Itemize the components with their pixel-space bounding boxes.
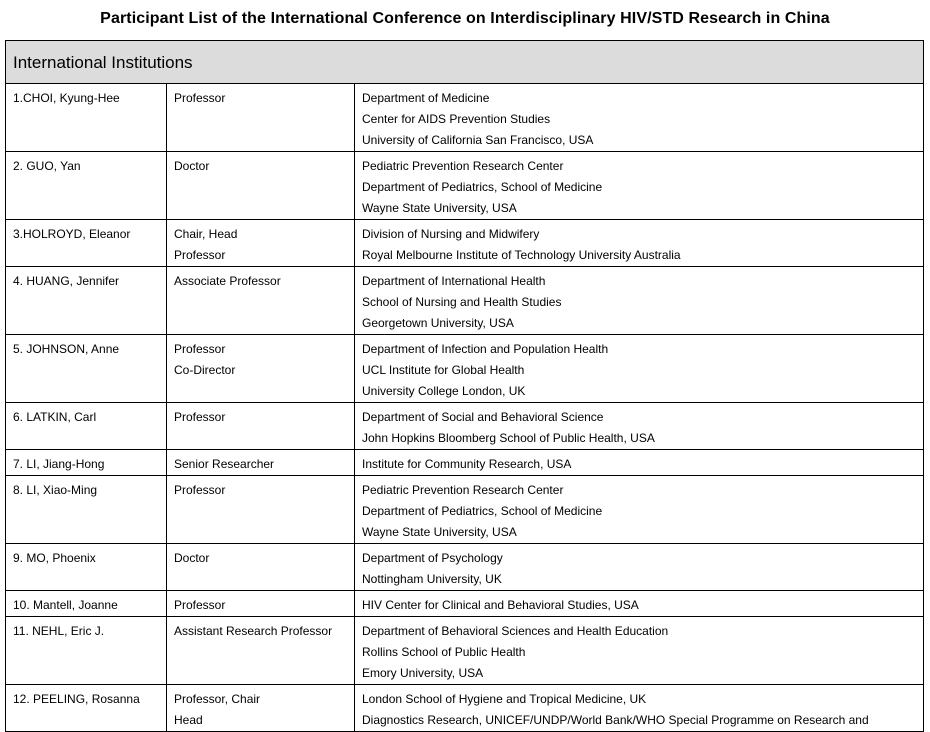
participant-title-cell	[167, 152, 355, 220]
participant-affiliation: London School of Hygiene and Tropical Medicine, UK	[362, 692, 647, 706]
participant-title: Professor	[174, 483, 226, 497]
participant-affiliation: HIV Center for Clinical and Behavioral Studies, USA	[362, 598, 639, 612]
participant-title-cell	[167, 617, 355, 685]
participant-title-cell	[167, 591, 355, 617]
participant-name: 9. MO, Phoenix	[13, 551, 96, 565]
participant-name-cell	[6, 267, 167, 335]
participant-affiliation: Department of Social and Behavioral Science	[362, 410, 604, 424]
participant-affiliation-cell	[355, 220, 924, 267]
participant-affiliation-cell	[355, 403, 924, 450]
participant-affiliation: Center for AIDS Prevention Studies	[362, 112, 551, 126]
participant-name-cell	[6, 591, 167, 617]
participant-affiliation: Department of Pediatrics, School of Medicine	[362, 180, 603, 194]
participant-affiliation: Diagnostics Research, UNICEF/UNDP/World Bank/WHO Special Programme on Research and	[362, 713, 869, 727]
participant-affiliation: Department of Behavioral Sciences and Health Education	[362, 624, 669, 638]
participant-table-container	[5, 40, 923, 727]
table-row	[6, 220, 924, 267]
participant-affiliation: Wayne State University, USA	[362, 525, 517, 539]
participant-affiliation: School of Nursing and Health Studies	[362, 295, 562, 309]
participant-name-cell	[6, 617, 167, 685]
participant-name: 4. HUANG, Jennifer	[13, 274, 120, 288]
participant-title: Professor	[174, 598, 226, 612]
participant-affiliation: Royal Melbourne Institute of Technology University Australia	[362, 248, 681, 262]
table-row	[6, 152, 924, 220]
participant-affiliation-cell	[355, 544, 924, 591]
participant-name: 7. LI, Jiang-Hong	[13, 457, 105, 471]
participant-affiliation-cell	[355, 476, 924, 544]
table-row	[6, 476, 924, 544]
participant-name-cell	[6, 476, 167, 544]
participant-title: Senior Researcher	[174, 457, 275, 471]
participant-affiliation: Wayne State University, USA	[362, 201, 517, 215]
participant-name: 5. JOHNSON, Anne	[13, 342, 120, 356]
participant-affiliation: Rollins School of Public Health	[362, 645, 526, 659]
participant-affiliation-cell	[355, 84, 924, 152]
participant-affiliation: University College London, UK	[362, 384, 526, 398]
section-header-row	[6, 41, 924, 84]
participant-affiliation: Department of Psychology	[362, 551, 503, 565]
participant-affiliation: Nottingham University, UK	[362, 572, 502, 586]
participant-title: Professor	[174, 410, 226, 424]
participant-affiliation: Pediatric Prevention Research Center	[362, 483, 564, 497]
table-row	[6, 617, 924, 685]
participant-affiliation: Department of International Health	[362, 274, 546, 288]
participant-title: Professor	[174, 342, 226, 356]
participant-name-cell	[6, 335, 167, 403]
participant-name-cell	[6, 685, 167, 732]
participant-name: 2. GUO, Yan	[13, 159, 81, 173]
participant-name-cell	[6, 544, 167, 591]
participant-name-cell	[6, 220, 167, 267]
participant-affiliation: Georgetown University, USA	[362, 316, 514, 330]
participant-name: 10. Mantell, Joanne	[13, 598, 118, 612]
participant-name-cell	[6, 450, 167, 476]
participant-title: Associate Professor	[174, 274, 281, 288]
participant-affiliation-cell	[355, 617, 924, 685]
participant-name: 12. PEELING, Rosanna	[13, 692, 140, 706]
participant-affiliation: Department of Infection and Population Health	[362, 342, 609, 356]
participant-title: Co-Director	[174, 363, 236, 377]
participant-affiliation-cell	[355, 267, 924, 335]
participant-name: 1.CHOI, Kyung-Hee	[13, 91, 120, 105]
table-row	[6, 591, 924, 617]
participant-title: Chair, Head	[174, 227, 238, 241]
participant-title-cell	[167, 267, 355, 335]
participant-affiliation: Department of Pediatrics, School of Medicine	[362, 504, 603, 518]
participant-title-cell	[167, 403, 355, 450]
participant-affiliation-cell	[355, 152, 924, 220]
participant-affiliation: University of California San Francisco, USA	[362, 133, 594, 147]
participant-affiliation: Institute for Community Research, USA	[362, 457, 572, 471]
section-header: International Institutions	[6, 41, 924, 84]
participant-name: 8. LI, Xiao-Ming	[13, 483, 98, 497]
participant-affiliation: John Hopkins Bloomberg School of Public Health, USA	[362, 431, 655, 445]
document-title: Participant List of the International Conference on Interdisciplinary HIV/STD Research in China	[100, 10, 830, 27]
table-row	[6, 450, 924, 476]
participant-affiliation-cell	[355, 335, 924, 403]
participant-name: 6. LATKIN, Carl	[13, 410, 97, 424]
participant-name-cell	[6, 84, 167, 152]
participant-affiliation: UCL Institute for Global Health	[362, 363, 525, 377]
participant-table-body	[6, 41, 924, 732]
participant-name: 3.HOLROYD, Eleanor	[13, 227, 131, 241]
participant-affiliation: Emory University, USA	[362, 666, 484, 680]
table-row	[6, 685, 924, 732]
participant-title-cell	[167, 476, 355, 544]
table-row	[6, 544, 924, 591]
participant-title: Professor	[174, 248, 226, 262]
participant-title-cell	[167, 335, 355, 403]
participant-name-cell	[6, 152, 167, 220]
table-row	[6, 267, 924, 335]
table-row	[6, 84, 924, 152]
participant-name-cell	[6, 403, 167, 450]
participant-name: 11. NEHL, Eric J.	[13, 624, 105, 638]
table-row	[6, 403, 924, 450]
participant-affiliation-cell	[355, 591, 924, 617]
participant-title-cell	[167, 220, 355, 267]
participant-affiliation: Pediatric Prevention Research Center	[362, 159, 564, 173]
participant-affiliation-cell	[355, 685, 924, 732]
participant-title-cell	[167, 544, 355, 591]
participant-title: Professor	[174, 91, 226, 105]
participant-title: Doctor	[174, 159, 210, 173]
participant-title-cell	[167, 84, 355, 152]
participant-title: Head	[174, 713, 203, 727]
participant-affiliation: Department of Medicine	[362, 91, 490, 105]
participant-title: Assistant Research Professor	[174, 624, 333, 638]
participant-title-cell	[167, 685, 355, 732]
participant-table	[5, 40, 924, 732]
participant-affiliation: Division of Nursing and Midwifery	[362, 227, 540, 241]
participant-affiliation-cell	[355, 450, 924, 476]
participant-title: Professor, Chair	[174, 692, 261, 706]
table-row	[6, 335, 924, 403]
participant-title: Doctor	[174, 551, 210, 565]
participant-title-cell	[167, 450, 355, 476]
